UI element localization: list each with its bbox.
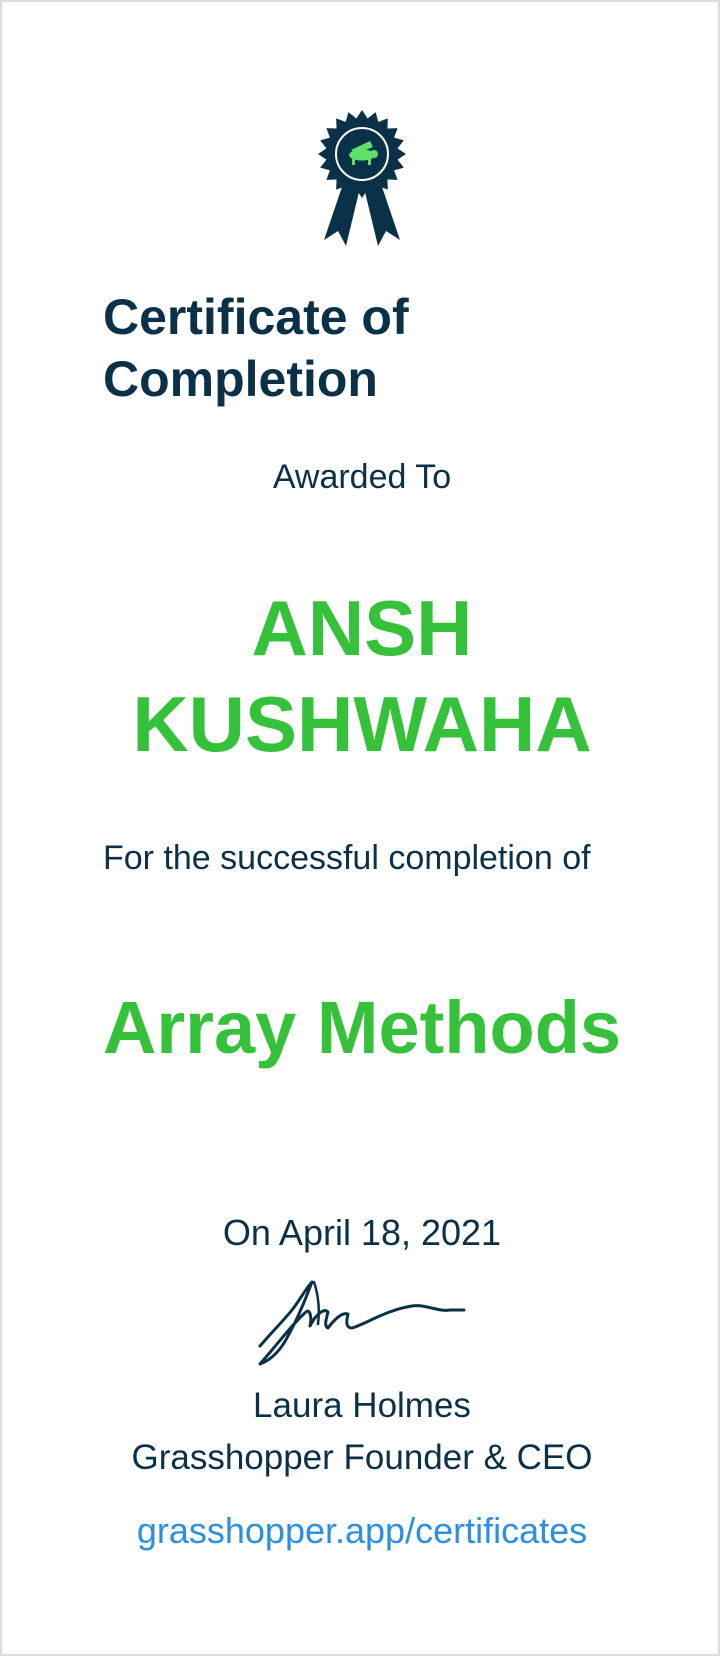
completion-text: For the successful completion of — [103, 839, 591, 877]
signature-icon — [254, 1274, 468, 1366]
course-name: Array Methods — [102, 986, 622, 1069]
completion-date: On April 18, 2021 — [222, 1212, 502, 1253]
certificates-link[interactable]: grasshopper.app/certificates — [136, 1510, 588, 1551]
signer-name: Laura Holmes — [253, 1386, 471, 1425]
certificate-title: Certificate of Completion — [103, 289, 409, 407]
recipient-name: ANSH KUSHWAHA — [132, 584, 592, 768]
awarded-label: Awarded To — [272, 458, 452, 496]
signer-role: Grasshopper Founder & CEO — [131, 1438, 593, 1477]
award-ribbon-icon — [312, 106, 412, 256]
